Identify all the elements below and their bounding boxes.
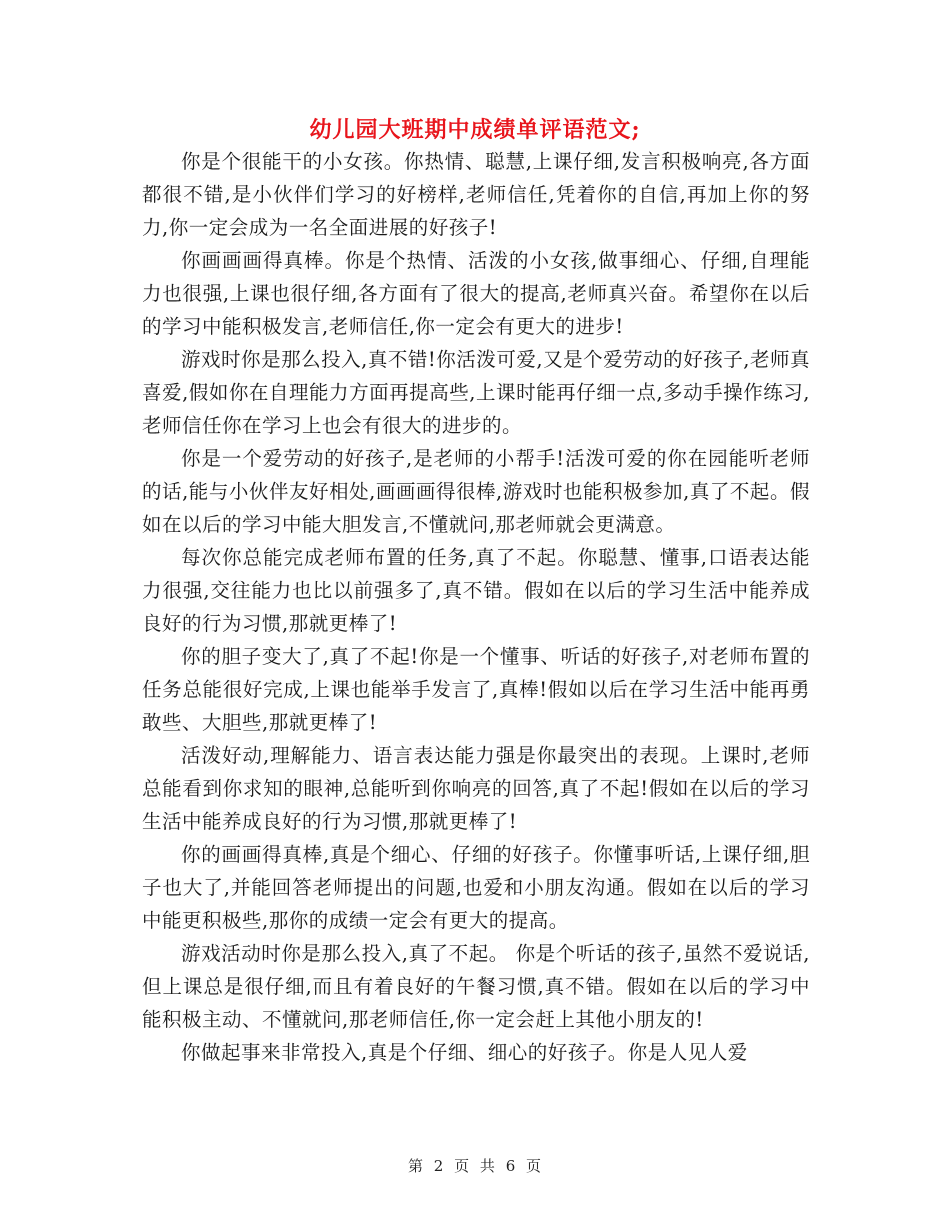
document-body [142,145,810,1069]
paragraph-3: 游戏时你是那么投入,真不错!你活泼可爱,又是个爱劳动的好孩子,老师真喜爱,假如你在自理能力方面再提高些,上课时能再仔细一点,多动手操作练习,老师信任你在学习上也会有很大的进步的。 [142,348,810,437]
page-footer [0,1155,950,1176]
paragraph-5: 每次你总能完成老师布置的任务,真了不起。你聪慧、懂事,口语表达能力很强,交往能力也比以前强多了,真不错。假如在以后的学习生活中能养成良好的行为习惯,那就更棒了! [142,546,810,635]
footer-total-prefix: 共 [479,1157,496,1175]
document-title: 幼儿园大班期中成绩单评语范文; [309,117,641,143]
paragraph-2: 你画画画得真棒。你是个热情、活泼的小女孩,做事细心、仔细,自理能力也很强,上课也很仔细,各方面有了很大的提高,老师真兴奋。希望你在以后的学习中能积极发言,老师信任,你一定会有更大的进步! [142,249,810,338]
footer-page-word: 页 [454,1157,471,1175]
paragraph-1: 你是个很能干的小女孩。你热情、聪慧,上课仔细,发言积极响亮,各方面都很不错,是小伙伴们学习的好榜样,老师信任,凭着你的自信,再加上你的努力,你一定会成为一名全面进展的好孩子! [142,150,810,239]
paragraph-6: 你的胆子变大了,真了不起!你是一个懂事、听话的好孩子,对老师布置的任务总能很好完成,上课也能举手发言了,真棒!假如以后在学习生活中能再勇敢些、大胆些,那就更棒了! [142,645,810,734]
footer-current-page: 2 [433,1157,445,1175]
footer-prefix: 第 [407,1157,424,1175]
paragraph-4: 你是一个爱劳动的好孩子,是老师的小帮手!活泼可爱的你在园能听老师的话,能与小伙伴友好相处,画画画得很棒,游戏时也能积极参加,真了不起。假如在以后的学习中能大胆发言,不懂就问,那老师就会更满意。 [142,447,810,536]
paragraph-10: 你做起事来非常投入,真是个仔细、细心的好孩子。你是人见人爱 [181,1041,748,1064]
paragraph-8: 你的画画得真棒,真是个细心、仔细的好孩子。你懂事听话,上课仔细,胆子也大了,并能回答老师提出的问题,也爱和小朋友沟通。假如在以后的学习中能更积极些,那你的成绩一定会有更大的提高。 [142,843,810,932]
footer-total-pages: 6 [505,1157,517,1175]
footer-total-suffix: 页 [526,1157,543,1175]
paragraph-7: 活泼好动,理解能力、语言表达能力强是你最突出的表现。上课时,老师总能看到你求知的眼神,总能听到你响亮的回答,真了不起!假如在以后的学习生活中能养成良好的行为习惯,那就更棒了! [142,744,810,833]
paragraph-9: 游戏活动时你是那么投入,真了不起。 你是个听话的孩子,虽然不爱说话,但上课总是很仔细,而且有着良好的午餐习惯,真不错。假如在以后的学习中能积极主动、不懂就问,那老师信任,你一定会赶上其他小朋友的! [142,942,810,1031]
